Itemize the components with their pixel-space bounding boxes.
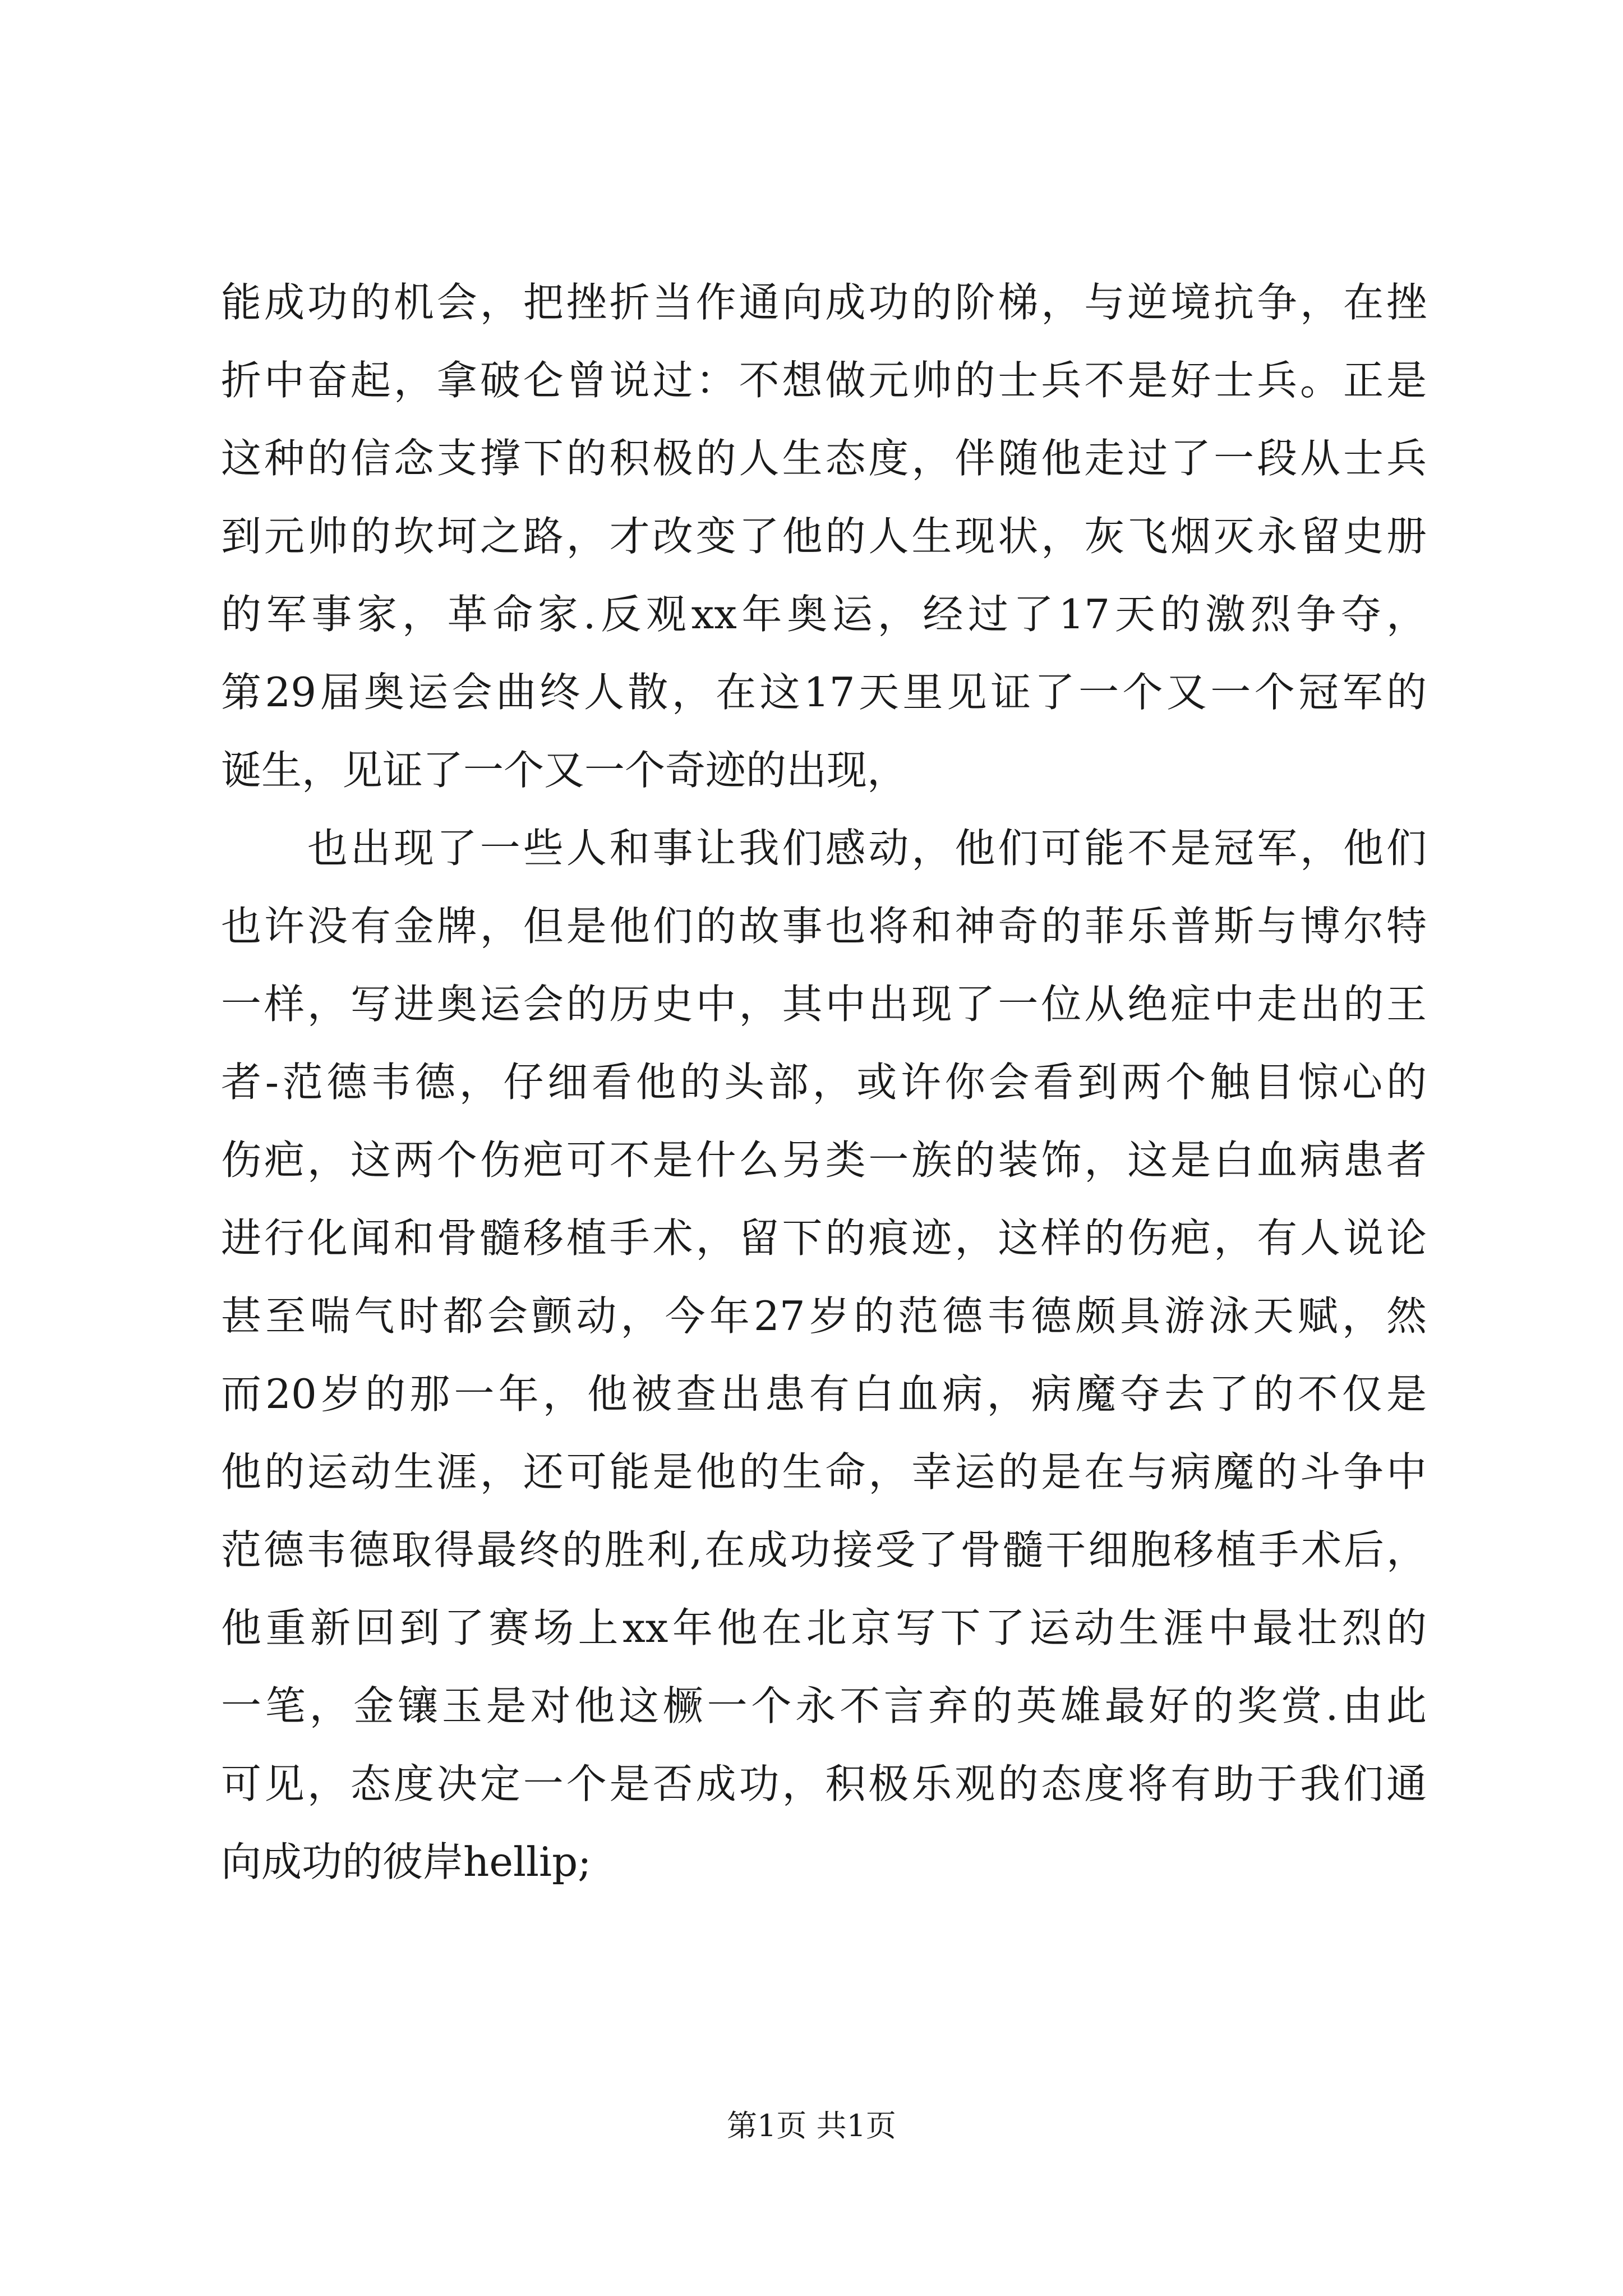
- text-line: 伤疤，这两个伤疤可不是什么另类一族的装饰，这是白血病患者: [221, 1137, 1427, 1184]
- text-line: 一样，写进奥运会的历史中，其中出现了一位从绝症中走出的王: [221, 981, 1427, 1028]
- text-line: 甚至喘气时都会颤动，今年27岁的范德韦德颇具游泳天赋，然: [221, 1292, 1427, 1340]
- page-footer: [0, 2106, 1623, 2146]
- text-line: 而20岁的那一年，他被查出患有白血病，病魔夺去了的不仅是: [221, 1370, 1427, 1418]
- text-line: 他的运动生涯，还可能是他的生命，幸运的是在与病魔的斗争中: [221, 1448, 1427, 1496]
- text-line: 的军事家，革命家.反观xx年奥运，经过了17天的激烈争夺，: [221, 591, 1427, 638]
- body-text: [221, 264, 1427, 1901]
- text-line: 进行化闻和骨髓移植手术，留下的痕迹，这样的伤疤，有人说论: [221, 1214, 1427, 1262]
- text-line: 也出现了一些人和事让我们感动，他们可能不是冠军，他们: [221, 825, 1427, 872]
- paragraph-2: [221, 809, 1427, 1901]
- text-line: 向成功的彼岸hellip;: [221, 1838, 592, 1885]
- text-line: 也许没有金牌，但是他们的故事也将和神奇的菲乐普斯与博尔特: [221, 903, 1427, 950]
- text-line: 第29届奥运会曲终人散，在这17天里见证了一个又一个冠军的: [221, 669, 1427, 716]
- text-line: 范德韦德取得最终的胜利,在成功接受了骨髓干细胞移植手术后，: [221, 1526, 1427, 1573]
- text-line: 他重新回到了赛场上xx年他在北京写下了运动生涯中最壮烈的: [221, 1604, 1427, 1651]
- text-line: 者-范德韦德，仔细看他的头部，或许你会看到两个触目惊心的: [221, 1059, 1427, 1106]
- text-line: 这种的信念支撑下的积极的人生态度，伴随他走过了一段从士兵: [221, 435, 1427, 482]
- text-line: 诞生，见证了一个又一个奇迹的出现，: [221, 747, 908, 794]
- text-line: 一笔，金镶玉是对他这橛一个永不言弃的英雄最好的奖赏.由此: [221, 1682, 1427, 1729]
- paragraph-1: [221, 264, 1427, 809]
- text-line: 折中奋起，拿破仑曾说过：不想做元帅的士兵不是好士兵。正是: [221, 357, 1427, 404]
- text-line: 能成功的机会，把挫折当作通向成功的阶梯，与逆境抗争，在挫: [221, 279, 1427, 326]
- text-line: 到元帅的坎坷之路，才改变了他的人生现状，灰飞烟灭永留史册: [221, 513, 1427, 560]
- page-number-label: 第1页 共1页: [727, 2108, 896, 2143]
- text-line: 可见，态度决定一个是否成功，积极乐观的态度将有助于我们通: [221, 1760, 1427, 1807]
